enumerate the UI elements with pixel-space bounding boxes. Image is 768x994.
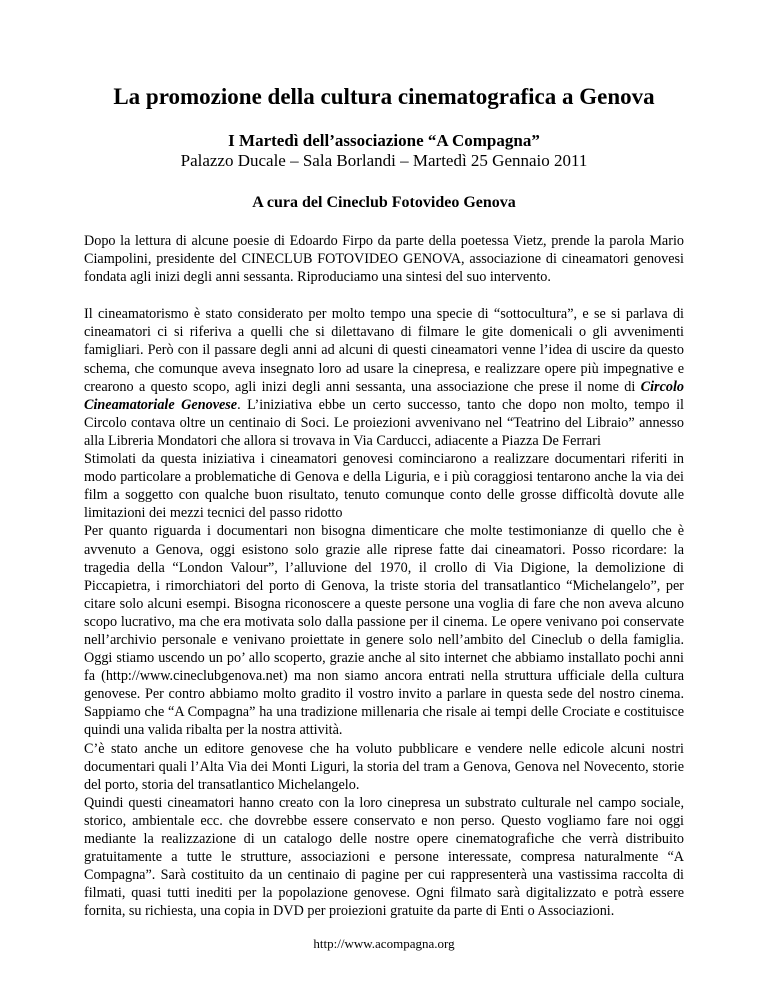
- paragraph-5: Quindi questi cineamatori hanno creato con la loro cinepresa un substrato culturale nel campo sociale, storico, ambientale ecc. che dovrebbe essere conservato e non perso. Questo vogliamo fare noi oggi mediante la realizzazione di un catalogo delle nostre opere cinematografiche che verrà distribuito gratuitamente a tutte le strutture, associazioni e persone interessate, compresa naturalmente “A Compagna”. Sarà costituito da un centinaio di pagine per cui rappresenterà una vastissima raccolta di filmati, quasi tutti inediti per la popolazione genovese. Ogni filmato sarà digitalizzato e potrà essere fornita, su richiesta, una copia in DVD per proiezioni gratuite da parte di Enti o Associazioni.: [84, 794, 684, 920]
- paragraph-3: Per quanto riguarda i documentari non bisogna dimenticare che molte testimonianze di quello che è avvenuto a Genova, oggi esistono solo grazie alle riprese fatte dai cineamatori. Posso ricordare: la tragedia della “London Valour”, l’alluvione del 1970, il crollo di Via Digione, la demolizione di Piccapietra, i rimorchiatori del porto di Genova, la triste storia del transatlantico “Michelangelo”, per citare solo alcuni esempi. Bisogna riconoscere a queste persone una voglia di fare che non aveva alcuno scopo lucrativo, ma che era motivata solo dalla passione per il cinema. Le opere venivano poi conservate nell’archivio personale e venivano proiettate in genere solo nell’ambito del Cineclub o della famiglia. Oggi stiamo uscendo un po’ allo scoperto, grazie anche al sito internet che abbiamo installato pochi anni fa (http://www.cineclubgenova.net) ma non siamo ancora entrati nella struttura ufficiale della cultura genovese. Per contro abbiamo molto gradito il vostro invito a parlare in questa sede del nostro cinema. Sappiamo che “A Compagna” ha una tradizione millenaria che risale ai tempi delle Crociate e costituisce quindi una valida ribalta per la nostra attività.: [84, 523, 684, 739]
- intro-paragraph: Dopo la lettura di alcune poesie di Edoardo Firpo da parte della poetessa Vietz, prende la parola Mario Ciampolini, presidente del CINECLUB FOTOVIDEO GENOVA, associazione di cineamatori genovesi fondata agli inizi degli anni sessanta. Riproduciamo una sintesi del suo intervento.: [84, 233, 684, 286]
- paragraph-2: Stimolati da questa iniziativa i cineamatori genovesi cominciarono a realizzare documentari riferiti in modo particolare a problematiche di Genova e della Liguria, e i più coraggiosi tentarono anche la via dei film a soggetto con qualche buon risultato, tenuto comunque conto delle grosse difficoltà dovute alle limitazioni dei mezzi tecnici del passo ridotto: [84, 451, 684, 522]
- footer-url[interactable]: http://www.acompagna.org: [313, 936, 455, 951]
- paragraph-4: C’è stato anche un editore genovese che ha voluto pubblicare e vendere nelle edicole alcuni nostri documentari quali l’Alta Via dei Monti Liguri, la storia del tram a Genova, Genova nel Novecento, storie del porto, storia del transatlantico Michelangelo.: [84, 740, 684, 793]
- document-title: La promozione della cultura cinematografica a Genova: [113, 84, 655, 109]
- article-body: [84, 305, 684, 920]
- paragraph-1: [84, 305, 684, 450]
- paragraph-1-start: Il cineamatorismo è stato considerato per molto tempo una specie di “sottocultura”, e se si parlava di cineamatori ci si riferiva a quelli che si dilettavano di filmare le gite domenicali o gli avvenimenti famigliari. Però con il passare degli anni ad alcuni di questi cineamatori venne l’idea di uscire da questo schema, che comunque aveva insegnato loro ad usare la cinepresa, e realizzare opere più impegnative e crearono a questo scopo, agli inizi degli anni sessanta, una associazione che prese il nome di: [84, 306, 684, 395]
- event-venue: Palazzo Ducale – Sala Borlandi – Martedì 25 Gennaio 2011: [180, 151, 588, 170]
- paragraph-1-end: . L’iniziativa ebbe un certo successo, tanto che dopo non molto, tempo il Circolo contava oltre un centinaio di Soci. Le proiezioni avvenivano nel “Teatrino del Libraio” annesso alla Libreria Mondatori che allora si trovava in Via Carducci, adiacente a Piazza De Ferrari: [84, 396, 684, 449]
- document-subtitle: I Martedì dell’associazione “A Compagna”: [228, 131, 540, 150]
- curator-line: A cura del Cineclub Fotovideo Genova: [252, 194, 516, 211]
- circolo-name-emphasis: Circolo Cineamatoriale Genovese: [84, 378, 684, 413]
